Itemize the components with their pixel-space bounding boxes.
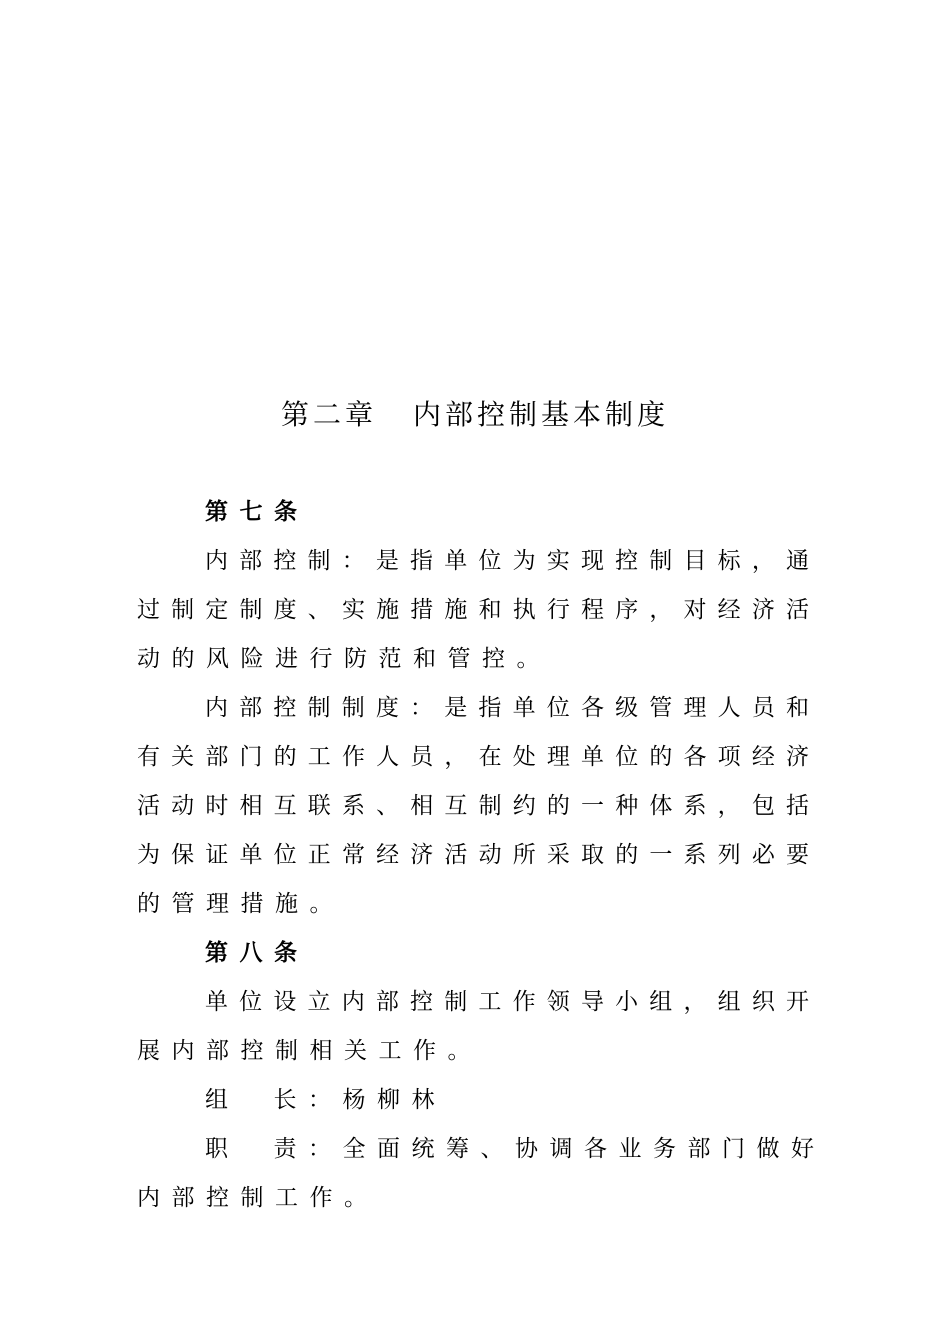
duty-label-part2: 责： [273,1136,343,1162]
paragraph-line: 过制定制度、实施措施和执行程序，对经济活 [137,597,809,623]
paragraph-line: 内部控制：是指单位为实现控制目标，通 [205,548,809,574]
paragraph-line: 的管理措施。 [137,891,344,917]
paragraph-line: 展内部控制相关工作。 [137,1038,482,1064]
document-body [137,488,826,1223]
paragraph-line: 单位设立内部控制工作领导小组，组织开 [205,989,809,1015]
article-7-heading: 第七条 [205,499,309,525]
leader-label-part2: 长： [273,1087,343,1113]
duty-text: 全面统筹、协调各业务部门做好 [342,1136,826,1162]
chapter-number: 第二章 [280,398,377,431]
paragraph-line: 动的风险进行防范和管控。 [137,646,551,672]
paragraph-line: 活动时相互联系、相互制约的一种体系，包括 [137,793,809,819]
paragraph-line: 为保证单位正常经济活动所采取的一系列必要 [137,842,809,868]
leader-name: 杨柳林 [342,1087,446,1113]
chapter-title [0,393,950,437]
paragraph-line: 内部控制工作。 [137,1185,379,1211]
article-8-heading: 第八条 [205,940,309,966]
paragraph-line: 内部控制制度：是指单位各级管理人员和 [205,695,809,721]
duty-line [137,1125,826,1174]
leader-line [137,1076,809,1125]
chapter-name: 内部控制基本制度 [413,398,670,431]
leader-label-part1: 组 [205,1087,240,1113]
duty-label-part1: 职 [205,1136,240,1162]
paragraph-line: 有关部门的工作人员，在处理单位的各项经济 [137,744,809,770]
